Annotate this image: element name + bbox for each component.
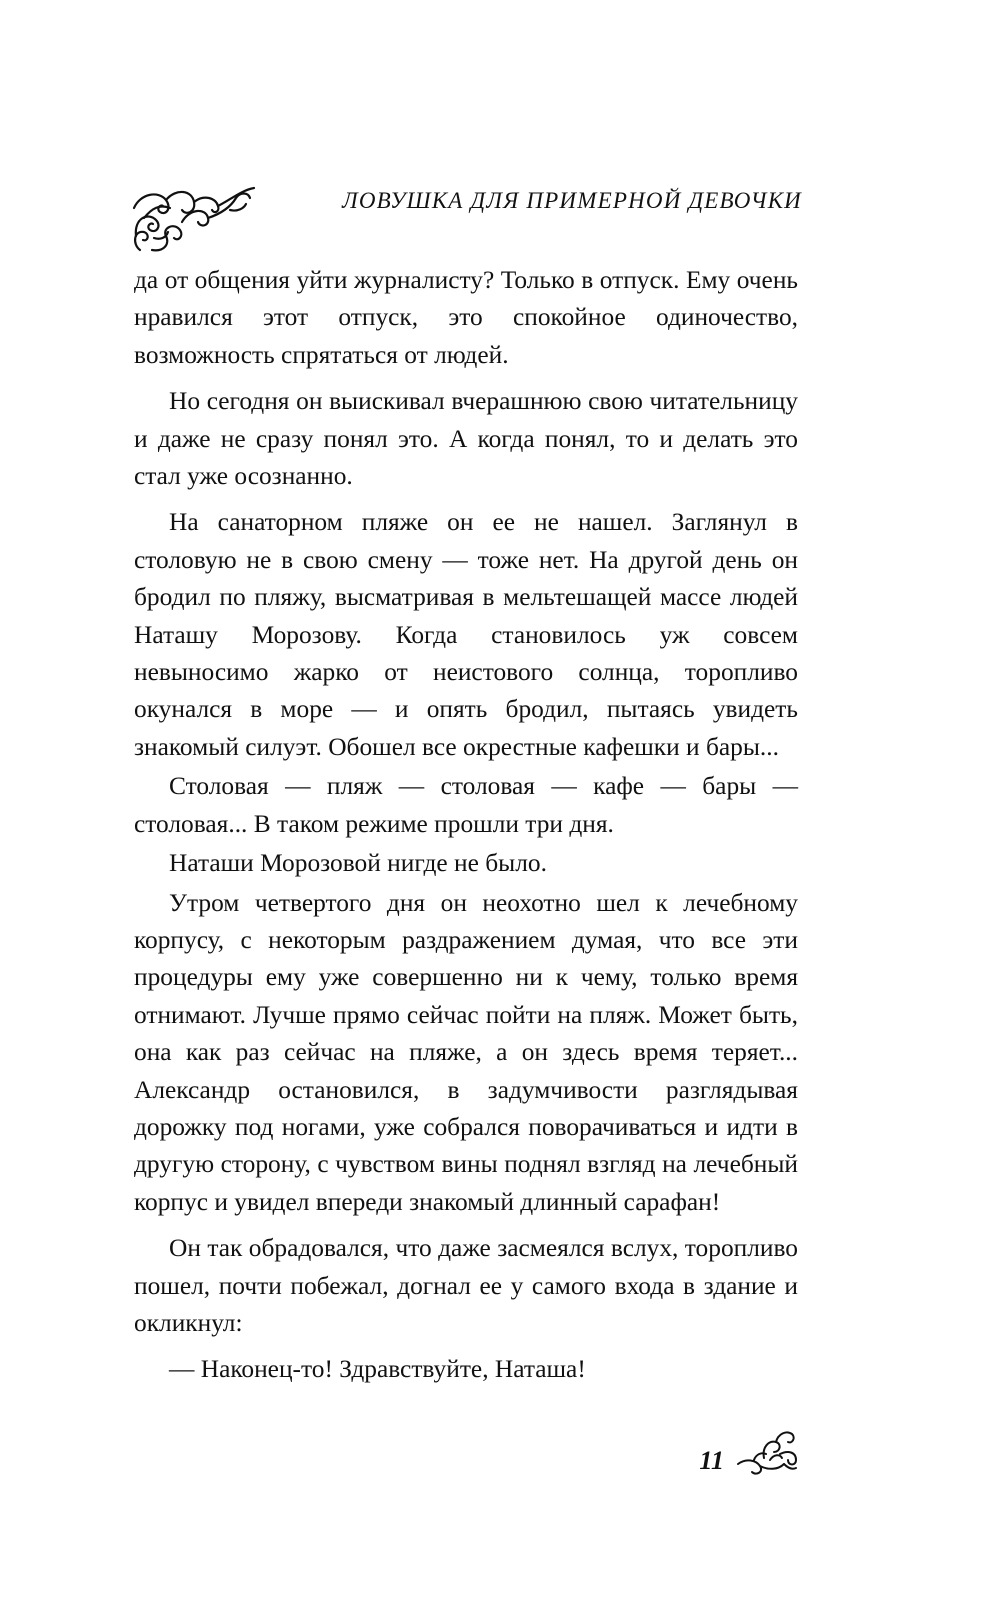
page-number: 11: [699, 1446, 724, 1475]
paragraph: На санаторном пляже он ее не нашел. Заглянул в столовую не в свою смену — тоже нет. На другой день он бродил по пляжу, высматривая в мельтешащей массе людей Наташу Морозову. Когда становилось уж совсем невыносимо жарко от неистового солнца, торопливо окунался в море — и опять бродил, пытаясь увидеть знакомый силуэт. Обошел все окрестные кафешки и бары...: [134, 508, 798, 761]
page-footer: [699, 1418, 800, 1478]
paragraph: Утром четвертого дня он неохотно шел к лечебному корпусу, с некоторым раздражением думая, что все эти процедуры ему уже совершенно ни к чему, только время отнимают. Лучше прямо сейчас пойти на пляж. Может быть, она как раз сейчас на пляже, а он здесь время теряет... Александр остановился, в задумчивости разглядывая дорожку под ногами, уже собрался поворачиваться и идти в другую сторону, с чувством вины поднял взгляд на лечебный корпус и увидел впереди знакомый длинный сарафан!: [134, 888, 798, 1216]
paragraph-continuation: да от общения уйти журналисту? Только в отпуск. Ему очень нравился этот отпуск, это спокойное одиночество, возможность спрятаться от людей.: [134, 266, 798, 369]
dialogue-line: — Наконец-то! Здравствуйте, Наташа!: [169, 1355, 586, 1384]
running-title: ЛОВУШКА ДЛЯ ПРИМЕРНОЙ ДЕВОЧКИ: [342, 188, 802, 213]
leaf-flourish-ornament-icon: [734, 1424, 800, 1478]
body-text: [134, 262, 798, 1398]
paragraph: Наташи Морозовой нигде не было.: [169, 849, 547, 878]
paragraph: Но сегодня он выискивал вчерашнюю свою читательницу и даже не сразу понял это. А когда понял, то и делать это стал уже осознанно.: [134, 387, 798, 491]
paragraph: Он так обрадовался, что даже засмеялся вслух, торопливо пошел, почти побежал, догнал ее у самого входа в здание и окликнул:: [134, 1234, 798, 1337]
paragraph: Столовая — пляж — столовая — кафе — бары — столовая... В таком режиме прошли три дня.: [134, 772, 798, 838]
vine-flourish-ornament-icon: [130, 178, 260, 258]
